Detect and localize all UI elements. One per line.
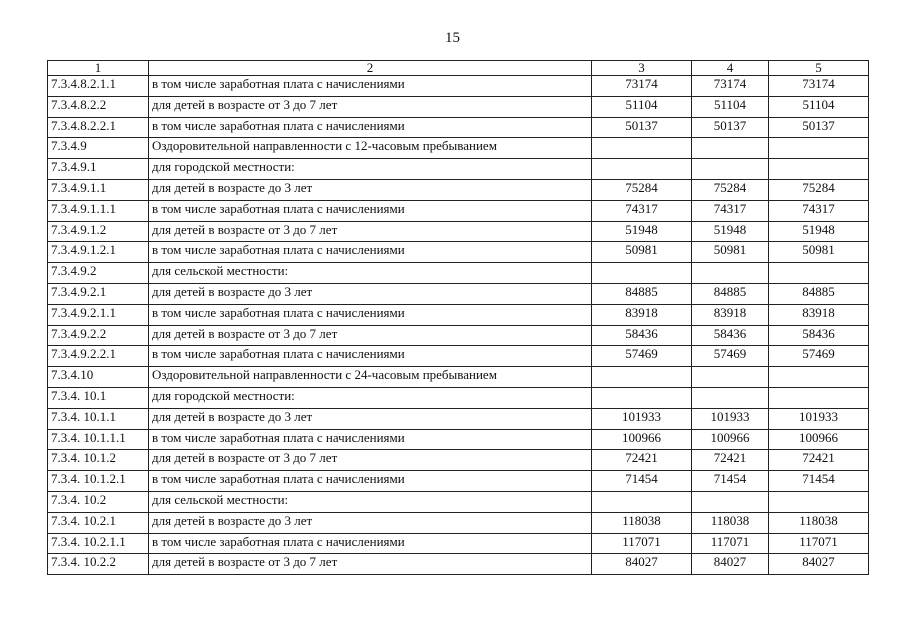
row-value-col5-cell: 74317 bbox=[769, 200, 869, 221]
table-row bbox=[48, 387, 869, 408]
table-row bbox=[48, 533, 869, 554]
row-description-cell: для детей в возрасте до 3 лет bbox=[149, 408, 592, 429]
row-code-cell: 7.3.4.9.2 bbox=[48, 263, 149, 284]
row-value-col3-cell bbox=[592, 387, 692, 408]
row-description-cell: для детей в возрасте от 3 до 7 лет bbox=[149, 325, 592, 346]
table-header-row bbox=[48, 61, 869, 76]
row-description-cell: для городской местности: bbox=[149, 387, 592, 408]
table-row bbox=[48, 429, 869, 450]
row-value-col5-cell: 118038 bbox=[769, 512, 869, 533]
table-row bbox=[48, 159, 869, 180]
table-row bbox=[48, 76, 869, 97]
row-code-cell: 7.3.4.9 bbox=[48, 138, 149, 159]
tariff-table bbox=[47, 60, 869, 575]
table-row bbox=[48, 346, 869, 367]
row-value-col5-cell bbox=[769, 367, 869, 388]
row-value-col5-cell bbox=[769, 491, 869, 512]
row-value-col3-cell: 118038 bbox=[592, 512, 692, 533]
table-row bbox=[48, 200, 869, 221]
row-description-cell: Оздоровительной направленности с 12-часовым пребыванием bbox=[149, 138, 592, 159]
row-value-col3-cell: 74317 bbox=[592, 200, 692, 221]
row-value-col3-cell bbox=[592, 367, 692, 388]
row-value-col4-cell: 84027 bbox=[692, 554, 769, 575]
row-value-col3-cell: 50137 bbox=[592, 117, 692, 138]
row-value-col4-cell: 50137 bbox=[692, 117, 769, 138]
row-value-col4-cell: 58436 bbox=[692, 325, 769, 346]
row-value-col4-cell: 51948 bbox=[692, 221, 769, 242]
table-body bbox=[48, 76, 869, 575]
row-value-col5-cell: 84027 bbox=[769, 554, 869, 575]
row-code-cell: 7.3.4. 10.1.1 bbox=[48, 408, 149, 429]
row-value-col4-cell bbox=[692, 263, 769, 284]
table-row bbox=[48, 325, 869, 346]
row-description-cell: в том числе заработная плата с начислениями bbox=[149, 429, 592, 450]
page-number: 15 bbox=[445, 30, 460, 46]
row-value-col5-cell: 100966 bbox=[769, 429, 869, 450]
row-value-col4-cell bbox=[692, 138, 769, 159]
row-value-col5-cell: 84885 bbox=[769, 283, 869, 304]
row-value-col4-cell: 101933 bbox=[692, 408, 769, 429]
row-value-col4-cell bbox=[692, 387, 769, 408]
row-code-cell: 7.3.4.9.2.1.1 bbox=[48, 304, 149, 325]
row-description-cell: в том числе заработная плата с начислениями bbox=[149, 76, 592, 97]
table-row bbox=[48, 221, 869, 242]
row-description-cell: для детей в возрасте до 3 лет bbox=[149, 283, 592, 304]
row-value-col4-cell: 51104 bbox=[692, 96, 769, 117]
row-value-col3-cell: 84885 bbox=[592, 283, 692, 304]
row-value-col5-cell bbox=[769, 263, 869, 284]
column-header: 5 bbox=[769, 61, 869, 76]
row-value-col5-cell: 51948 bbox=[769, 221, 869, 242]
row-value-col3-cell bbox=[592, 138, 692, 159]
row-code-cell: 7.3.4. 10.2.2 bbox=[48, 554, 149, 575]
row-code-cell: 7.3.4. 10.1.2.1 bbox=[48, 471, 149, 492]
row-value-col3-cell: 83918 bbox=[592, 304, 692, 325]
row-value-col4-cell: 83918 bbox=[692, 304, 769, 325]
table-row bbox=[48, 512, 869, 533]
row-value-col5-cell: 57469 bbox=[769, 346, 869, 367]
row-value-col3-cell: 71454 bbox=[592, 471, 692, 492]
row-code-cell: 7.3.4.9.1.1.1 bbox=[48, 200, 149, 221]
table-row bbox=[48, 450, 869, 471]
row-code-cell: 7.3.4.9.1.2.1 bbox=[48, 242, 149, 263]
row-value-col3-cell: 73174 bbox=[592, 76, 692, 97]
row-value-col3-cell: 101933 bbox=[592, 408, 692, 429]
table-row bbox=[48, 367, 869, 388]
row-value-col4-cell bbox=[692, 491, 769, 512]
row-description-cell: для детей в возрасте до 3 лет bbox=[149, 512, 592, 533]
table-row bbox=[48, 263, 869, 284]
row-value-col4-cell: 118038 bbox=[692, 512, 769, 533]
row-code-cell: 7.3.4.9.1 bbox=[48, 159, 149, 180]
row-value-col5-cell: 101933 bbox=[769, 408, 869, 429]
row-description-cell: для детей в возрасте от 3 до 7 лет bbox=[149, 221, 592, 242]
row-value-col5-cell: 73174 bbox=[769, 76, 869, 97]
row-description-cell: для городской местности: bbox=[149, 159, 592, 180]
row-code-cell: 7.3.4. 10.2.1.1 bbox=[48, 533, 149, 554]
row-value-col4-cell: 71454 bbox=[692, 471, 769, 492]
table-row bbox=[48, 117, 869, 138]
row-value-col3-cell: 75284 bbox=[592, 179, 692, 200]
table-row bbox=[48, 408, 869, 429]
row-description-cell: Оздоровительной направленности с 24-часовым пребыванием bbox=[149, 367, 592, 388]
column-header: 2 bbox=[149, 61, 592, 76]
row-value-col4-cell: 57469 bbox=[692, 346, 769, 367]
table-row bbox=[48, 283, 869, 304]
row-value-col4-cell: 74317 bbox=[692, 200, 769, 221]
row-code-cell: 7.3.4.8.2.2.1 bbox=[48, 117, 149, 138]
row-value-col3-cell: 84027 bbox=[592, 554, 692, 575]
row-description-cell: в том числе заработная плата с начислениями bbox=[149, 117, 592, 138]
row-value-col5-cell bbox=[769, 138, 869, 159]
row-code-cell: 7.3.4.8.2.1.1 bbox=[48, 76, 149, 97]
row-description-cell: в том числе заработная плата с начислениями bbox=[149, 200, 592, 221]
row-value-col4-cell: 84885 bbox=[692, 283, 769, 304]
row-value-col3-cell bbox=[592, 263, 692, 284]
row-value-col3-cell: 58436 bbox=[592, 325, 692, 346]
row-value-col5-cell: 51104 bbox=[769, 96, 869, 117]
table-row bbox=[48, 491, 869, 512]
row-value-col3-cell: 51948 bbox=[592, 221, 692, 242]
row-value-col5-cell: 50137 bbox=[769, 117, 869, 138]
row-value-col4-cell: 117071 bbox=[692, 533, 769, 554]
row-code-cell: 7.3.4.10 bbox=[48, 367, 149, 388]
row-value-col4-cell: 50981 bbox=[692, 242, 769, 263]
row-code-cell: 7.3.4. 10.1 bbox=[48, 387, 149, 408]
row-value-col5-cell: 117071 bbox=[769, 533, 869, 554]
row-value-col5-cell bbox=[769, 387, 869, 408]
row-description-cell: для сельской местности: bbox=[149, 491, 592, 512]
row-description-cell: в том числе заработная плата с начислениями bbox=[149, 304, 592, 325]
row-value-col3-cell: 117071 bbox=[592, 533, 692, 554]
row-description-cell: для детей в возрасте от 3 до 7 лет bbox=[149, 96, 592, 117]
row-description-cell: в том числе заработная плата с начислениями bbox=[149, 533, 592, 554]
row-value-col4-cell: 72421 bbox=[692, 450, 769, 471]
row-code-cell: 7.3.4. 10.1.2 bbox=[48, 450, 149, 471]
row-description-cell: в том числе заработная плата с начислениями bbox=[149, 346, 592, 367]
row-description-cell: для детей в возрасте от 3 до 7 лет bbox=[149, 450, 592, 471]
row-value-col3-cell: 50981 bbox=[592, 242, 692, 263]
row-value-col3-cell bbox=[592, 491, 692, 512]
row-description-cell: для детей в возрасте до 3 лет bbox=[149, 179, 592, 200]
table-row bbox=[48, 304, 869, 325]
row-value-col5-cell: 83918 bbox=[769, 304, 869, 325]
row-value-col5-cell: 75284 bbox=[769, 179, 869, 200]
row-value-col4-cell: 73174 bbox=[692, 76, 769, 97]
row-value-col3-cell bbox=[592, 159, 692, 180]
row-value-col3-cell: 100966 bbox=[592, 429, 692, 450]
row-value-col5-cell bbox=[769, 159, 869, 180]
table-row bbox=[48, 554, 869, 575]
row-code-cell: 7.3.4.9.2.2 bbox=[48, 325, 149, 346]
table-row bbox=[48, 179, 869, 200]
row-value-col5-cell: 71454 bbox=[769, 471, 869, 492]
column-header: 4 bbox=[692, 61, 769, 76]
row-value-col3-cell: 51104 bbox=[592, 96, 692, 117]
row-code-cell: 7.3.4.9.1.2 bbox=[48, 221, 149, 242]
row-value-col4-cell: 75284 bbox=[692, 179, 769, 200]
row-description-cell: для сельской местности: bbox=[149, 263, 592, 284]
row-code-cell: 7.3.4.9.2.1 bbox=[48, 283, 149, 304]
table-row bbox=[48, 471, 869, 492]
table-row bbox=[48, 138, 869, 159]
row-value-col4-cell bbox=[692, 159, 769, 180]
row-code-cell: 7.3.4.8.2.2 bbox=[48, 96, 149, 117]
row-value-col3-cell: 57469 bbox=[592, 346, 692, 367]
table-row bbox=[48, 96, 869, 117]
column-header: 3 bbox=[592, 61, 692, 76]
row-value-col3-cell: 72421 bbox=[592, 450, 692, 471]
row-value-col5-cell: 72421 bbox=[769, 450, 869, 471]
column-header: 1 bbox=[48, 61, 149, 76]
row-value-col5-cell: 58436 bbox=[769, 325, 869, 346]
row-code-cell: 7.3.4. 10.2.1 bbox=[48, 512, 149, 533]
row-value-col5-cell: 50981 bbox=[769, 242, 869, 263]
row-description-cell: в том числе заработная плата с начислениями bbox=[149, 242, 592, 263]
row-code-cell: 7.3.4.9.2.2.1 bbox=[48, 346, 149, 367]
table-row bbox=[48, 242, 869, 263]
row-value-col4-cell bbox=[692, 367, 769, 388]
row-code-cell: 7.3.4. 10.1.1.1 bbox=[48, 429, 149, 450]
row-value-col4-cell: 100966 bbox=[692, 429, 769, 450]
row-description-cell: для детей в возрасте от 3 до 7 лет bbox=[149, 554, 592, 575]
row-description-cell: в том числе заработная плата с начислениями bbox=[149, 471, 592, 492]
row-code-cell: 7.3.4. 10.2 bbox=[48, 491, 149, 512]
row-code-cell: 7.3.4.9.1.1 bbox=[48, 179, 149, 200]
